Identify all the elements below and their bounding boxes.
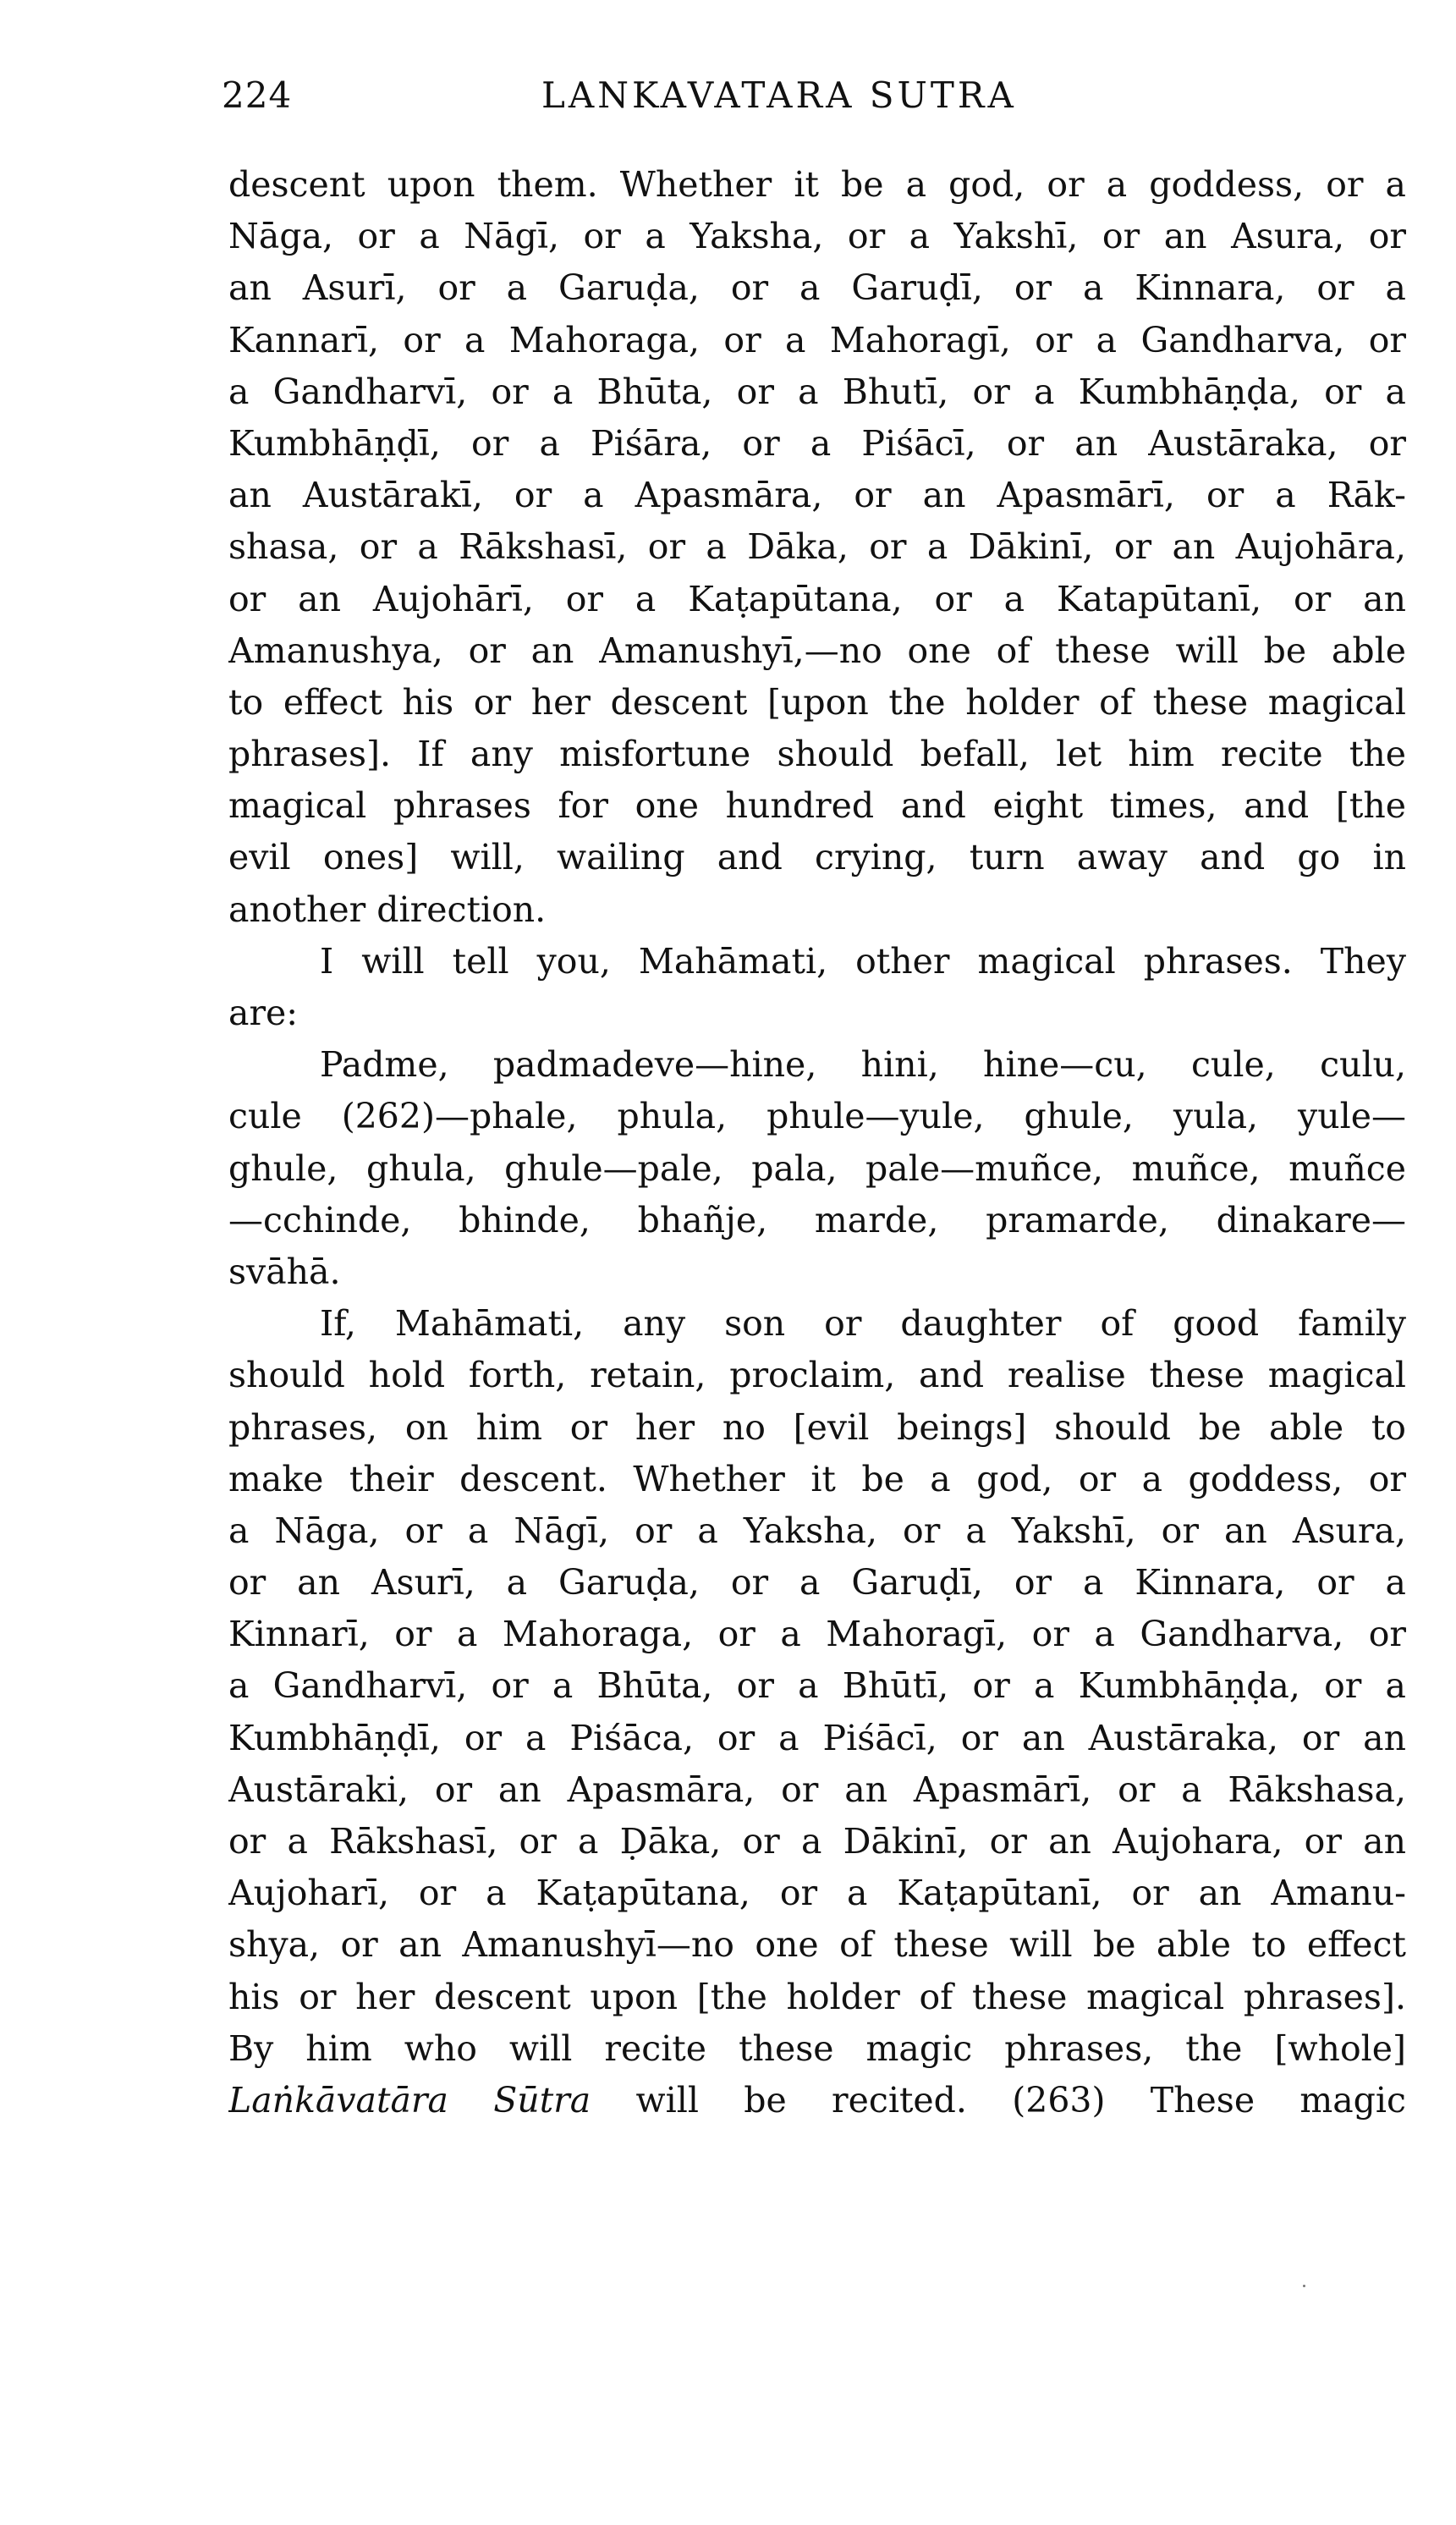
text-line: shasa, or a Rākshasī, or a Dāka, or a Dākinī, or an Aujohāra, xyxy=(228,526,1406,568)
text-line: phrases]. If any misfortune should befall, let him recite the xyxy=(228,734,1406,775)
text-line: or an Asurī, a Garuḍa, or a Garuḍī, or a Kinnara, or a xyxy=(228,1562,1406,1604)
running-head xyxy=(222,74,1406,125)
text-line: Kinnarī, or a Mahoraga, or a Mahoragī, or a Gandharva, or xyxy=(228,1614,1406,1655)
text-line: an Asurī, or a Garuḍa, or a Garuḍī, or a Kinnara, or a xyxy=(228,267,1406,309)
text-line: If, Mahāmati, any son or daughter of good family xyxy=(320,1303,1406,1345)
text-line: a Gandharvī, or a Bhūta, or a Bhutī, or a Kumbhāṇḍa, or a xyxy=(228,371,1406,412)
text-line: to effect his or her descent [upon the holder of these magical xyxy=(228,681,1406,723)
text-line: Kannarī, or a Mahoraga, or a Mahoragī, or a Gandharva, or xyxy=(228,319,1406,360)
text-line: I will tell you, Mahāmati, other magical phrases. They xyxy=(320,940,1406,982)
text-line: By him who will recite these magic phrases, the [whole] xyxy=(228,2027,1406,2069)
text-line: or an Aujohārī, or a Kaṭapūtana, or a Katapūtanī, or an xyxy=(228,578,1406,619)
page-number: 224 xyxy=(222,74,293,116)
text-line: shya, or an Amanushyī—no one of these will be able to effect xyxy=(228,1924,1406,1966)
text-line: Kumbhāṇḍī, or a Piśāca, or a Piśācī, or an Austāraka, or an xyxy=(228,1717,1406,1758)
text-line: Padme, padmadeve—hine, hini, hine—cu, cule, culu, xyxy=(320,1044,1406,1086)
text-line: his or her descent upon [the holder of these magical phrases]. xyxy=(228,1976,1406,2017)
running-title: LANKAVATARA SUTRA xyxy=(541,74,1017,116)
text-line: Aujoharī, or a Kaṭapūtana, or a Kaṭapūtanī, or an Amanu- xyxy=(228,1873,1406,1914)
text-line: should hold forth, retain, proclaim, and realise these magical xyxy=(228,1355,1406,1396)
text-line: or a Rākshasī, or a Ḍāka, or a Dākinī, or an Aujohara, or an xyxy=(228,1821,1406,1862)
text-line: —cchinde, bhinde, bhañje, marde, pramarde, dinakare— xyxy=(228,1199,1406,1240)
body-text xyxy=(228,159,1406,2126)
text-line: an Austārakī, or a Apasmāra, or an Apasmārī, or a Rāk- xyxy=(228,475,1406,516)
text-line: evil ones] will, wailing and crying, turn away and go in xyxy=(228,837,1406,878)
text-line: descent upon them. Whether it be a god, or a goddess, or a xyxy=(228,164,1406,205)
text-line: cule (262)—phale, phula, phule—yule, ghule, yula, yule— xyxy=(228,1096,1406,1137)
text-line: magical phrases for one hundred and eight times, and [the xyxy=(228,785,1406,827)
text-line: svāhā. xyxy=(228,1251,341,1292)
text-line: another direction. xyxy=(228,888,547,930)
text-line: ghule, ghula, ghule—pale, pala, pale—muñce, muñce, muñce xyxy=(228,1147,1406,1189)
scan-speck xyxy=(1303,2285,1305,2287)
text-line: Laṅkāvatāra Sūtra will be recited. (263) These magic xyxy=(228,2079,1406,2121)
text-line: Nāga, or a Nāgī, or a Yaksha, or a Yakshī, or an Asura, or xyxy=(228,216,1406,257)
text-line: Kumbhāṇḍī, or a Piśāra, or a Piśācī, or an Austāraka, or xyxy=(228,422,1406,464)
text-line: phrases, on him or her no [evil beings] should be able to xyxy=(228,1406,1406,1448)
text-line: a Gandharvī, or a Bhūta, or a Bhūtī, or a Kumbhāṇḍa, or a xyxy=(228,1665,1406,1707)
text-line: make their descent. Whether it be a god, or a goddess, or xyxy=(228,1458,1406,1499)
text-line: Amanushya, or an Amanushyī,—no one of these will be able xyxy=(228,630,1406,671)
text-line: Austāraki, or an Apasmāra, or an Apasmārī, or a Rākshasa, xyxy=(228,1769,1406,1810)
text-line: are: xyxy=(228,993,299,1033)
text-line: a Nāga, or a Nāgī, or a Yaksha, or a Yakshī, or an Asura, xyxy=(228,1510,1406,1551)
